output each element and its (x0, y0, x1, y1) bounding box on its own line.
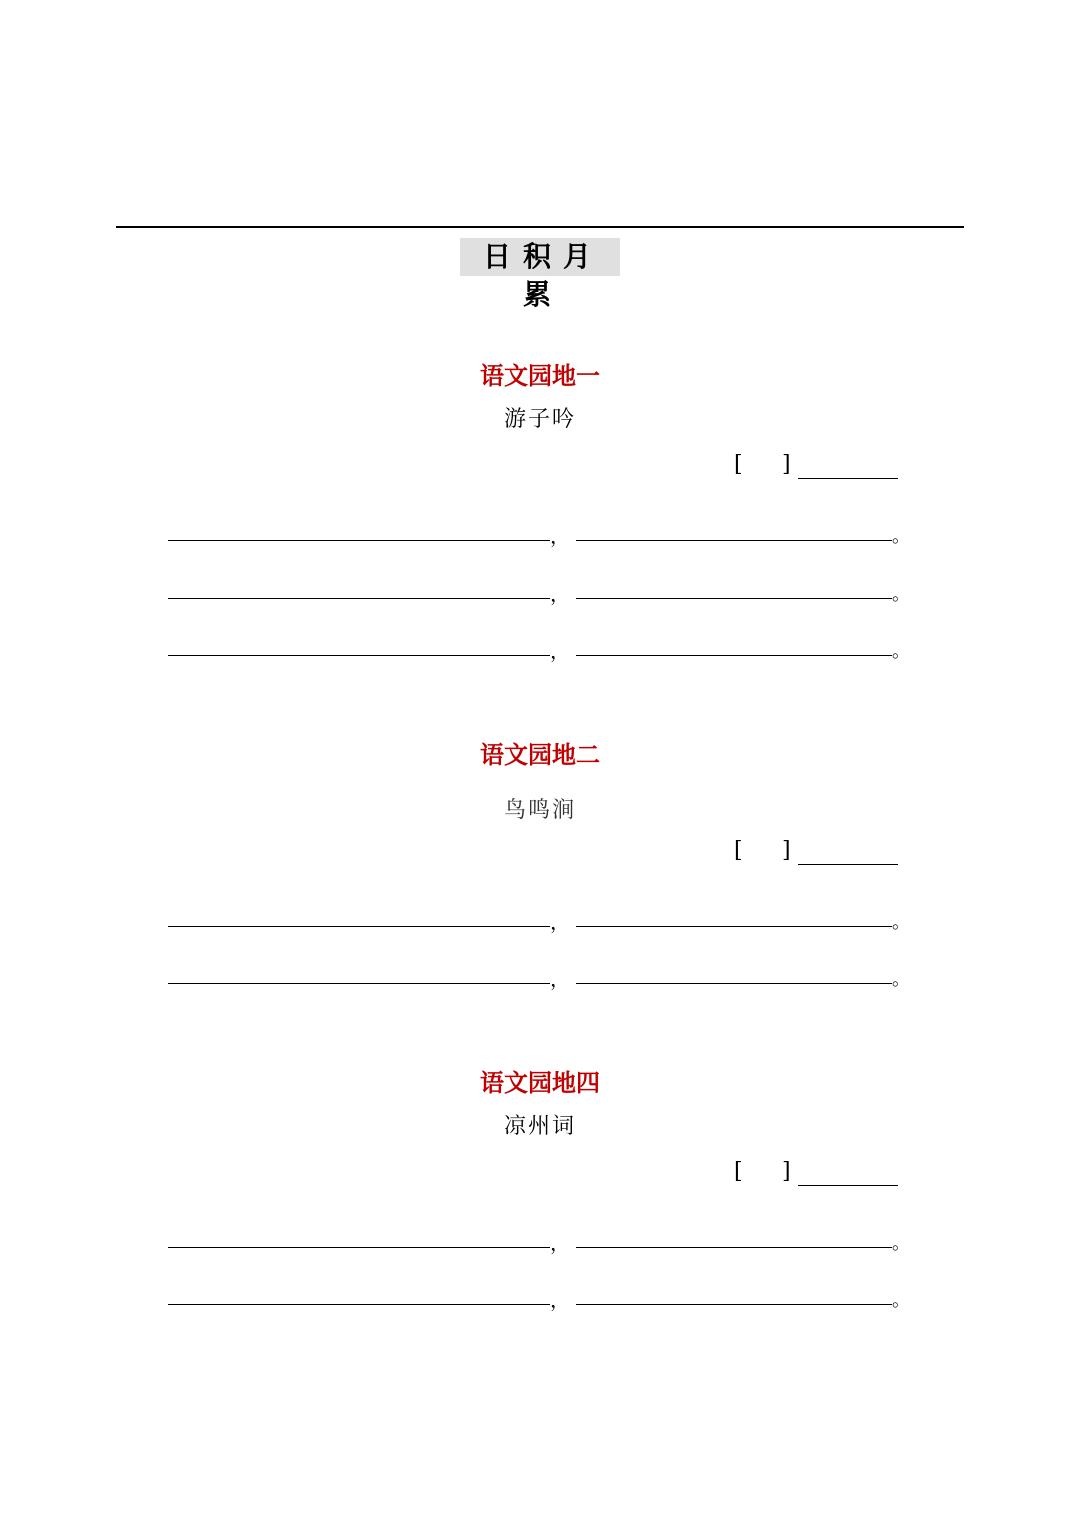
first-half-blank[interactable] (168, 983, 550, 984)
dynasty-bracket-open: [ (734, 1159, 743, 1184)
comma-mark: ， (550, 967, 570, 991)
second-half-blank[interactable] (576, 655, 892, 656)
poem-line-row (0, 1225, 1080, 1255)
comma-mark: ， (550, 524, 570, 548)
dynasty-bracket-close: ] (782, 452, 791, 477)
comma-mark: ， (550, 582, 570, 606)
poem-line-row (0, 961, 1080, 991)
period-mark: 。 (892, 641, 910, 662)
comma-mark: ， (550, 639, 570, 663)
second-half-blank[interactable] (576, 540, 892, 541)
author-blank[interactable] (798, 478, 898, 479)
author-blank[interactable] (798, 1185, 898, 1186)
poem-title: 凉州词 (503, 1114, 576, 1139)
period-mark: 。 (892, 969, 910, 990)
poem-line-row (0, 518, 1080, 548)
poem-title: 游子吟 (503, 407, 576, 432)
second-half-blank[interactable] (576, 1304, 892, 1305)
period-mark: 。 (892, 1290, 910, 1311)
period-mark: 。 (892, 526, 910, 547)
first-half-blank[interactable] (168, 1247, 550, 1248)
period-mark: 。 (892, 912, 910, 933)
second-half-blank[interactable] (576, 598, 892, 599)
section-heading: 语文园地四 (480, 1069, 600, 1097)
second-half-blank[interactable] (576, 983, 892, 984)
second-half-blank[interactable] (576, 926, 892, 927)
comma-mark: ， (550, 1288, 570, 1312)
page-title: 日积月累 (460, 238, 620, 276)
poem-line-row (0, 633, 1080, 663)
poem-line-row (0, 904, 1080, 934)
period-mark: 。 (892, 1233, 910, 1254)
dynasty-bracket-close: ] (782, 838, 791, 863)
author-blank[interactable] (798, 864, 898, 865)
section-heading: 语文园地二 (480, 741, 600, 769)
first-half-blank[interactable] (168, 926, 550, 927)
second-half-blank[interactable] (576, 1247, 892, 1248)
header-divider (116, 226, 964, 228)
first-half-blank[interactable] (168, 655, 550, 656)
poem-line-row (0, 1282, 1080, 1312)
section-heading: 语文园地一 (480, 362, 600, 390)
comma-mark: ， (550, 910, 570, 934)
period-mark: 。 (892, 584, 910, 605)
dynasty-bracket-close: ] (782, 1159, 791, 1184)
poem-title: 鸟鸣涧 (503, 798, 576, 823)
poem-line-row (0, 576, 1080, 606)
dynasty-bracket-open: [ (734, 452, 743, 477)
comma-mark: ， (550, 1231, 570, 1255)
dynasty-bracket-open: [ (734, 838, 743, 863)
first-half-blank[interactable] (168, 598, 550, 599)
first-half-blank[interactable] (168, 540, 550, 541)
first-half-blank[interactable] (168, 1304, 550, 1305)
